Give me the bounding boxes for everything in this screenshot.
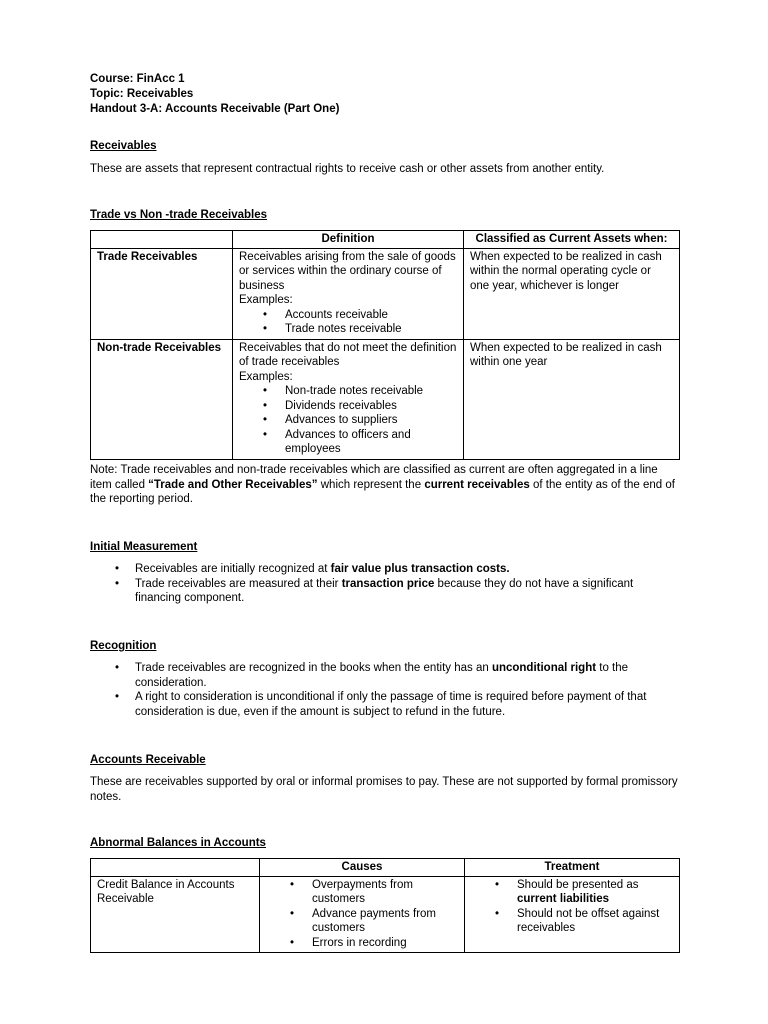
bullet-text: to the consideration.: [135, 662, 629, 689]
row-label-trade: Trade Receivables: [91, 248, 233, 339]
header-cell-causes: Causes: [260, 859, 465, 877]
table-header-row: [91, 231, 680, 249]
list-item: [517, 878, 673, 907]
note-text: of the entity as of the end of the reporting period.: [90, 478, 675, 505]
causes-cell: [260, 876, 465, 953]
definition-cell-nontrade: [233, 339, 464, 459]
list-item: • Overpayments from customers: [312, 878, 458, 907]
trade-vs-nontrade-heading: Trade vs Non -trade Receivables: [90, 209, 268, 221]
definition-text: Receivables that do not meet the definition of trade receivables: [239, 341, 457, 368]
receivables-definition: These are assets that represent contractual rights to receive cash or other assets from another entity.: [90, 163, 605, 175]
abnormal-balances-heading: Abnormal Balances in Accounts: [90, 837, 266, 849]
row-label-credit-balance: Credit Balance in Accounts Receivable: [91, 876, 260, 953]
list-item: • Should not be offset against receivables: [517, 907, 673, 936]
bold-term: transaction price: [341, 577, 435, 590]
topic-line: Topic: Receivables: [90, 88, 194, 100]
abnormal-balances-table: [90, 858, 680, 953]
list-item: • Advances to officers and employees: [285, 428, 457, 457]
treatment-cell: [465, 876, 680, 953]
row-label-nontrade: Non-trade Receivables: [91, 339, 233, 459]
table-header-row: [91, 859, 680, 877]
header-cell-blank: [91, 231, 233, 249]
list-item: [135, 661, 682, 690]
list-item: • Dividends receivables: [285, 399, 457, 414]
note-text: which represent the: [317, 478, 425, 491]
list-item: [135, 577, 682, 606]
definition-cell-trade: [233, 248, 464, 339]
trade-vs-nontrade-table: [90, 230, 680, 460]
classified-cell-trade: When expected to be realized in cash within the normal operating cycle or one year, whichever is longer: [464, 248, 680, 339]
initial-measurement-heading: Initial Measurement: [90, 541, 198, 553]
course-line: Course: FinAcc 1: [90, 73, 185, 85]
examples-label: Examples:: [239, 370, 293, 383]
list-item: • Accounts receivable: [285, 308, 457, 323]
table-row: [91, 339, 680, 459]
bullet-text: Receivables are initially recognized at: [135, 563, 331, 575]
treatment-list: [471, 878, 673, 936]
table-row: [91, 876, 680, 953]
causes-list: [266, 878, 458, 951]
definition-text: Receivables arising from the sale of goods or services within the ordinary course of business: [239, 250, 456, 292]
handout-header: [90, 72, 690, 117]
list-item: • A right to consideration is unconditional if only the passage of time is required before payment of that consideration is due, even if the amount is subject to refund in the future.: [135, 690, 682, 719]
table-row: [91, 248, 680, 339]
list-item: • Trade notes receivable: [285, 322, 457, 337]
list-item: • Non-trade notes receivable: [285, 384, 457, 399]
examples-list: [239, 384, 457, 457]
initial-measurement-list: [90, 562, 682, 606]
accounts-receivable-definition: These are receivables supported by oral or informal promises to pay. These are not supported by formal promissory notes.: [90, 776, 678, 803]
header-cell-classified: Classified as Current Assets when:: [464, 231, 680, 249]
list-item: [135, 562, 682, 577]
examples-label: Examples:: [239, 294, 293, 306]
list-item: • Errors in recording: [312, 936, 458, 951]
bold-term: fair value plus transaction costs.: [330, 563, 510, 575]
bullet-text: Should be presented as: [517, 878, 639, 891]
list-item: • Advance payments from customers: [312, 907, 458, 936]
bold-term: unconditional right: [491, 662, 597, 674]
note-bold-term: “Trade and Other Receivables”: [148, 478, 318, 491]
note-text: Note: Trade receivables and non-trade receivables which are classified as current are often aggregated in a line item called: [90, 464, 658, 491]
bullet-text: Trade receivables are measured at their: [135, 577, 342, 590]
receivables-heading: Receivables: [90, 140, 157, 152]
handout-line: Handout 3-A: Accounts Receivable (Part One): [90, 103, 340, 115]
classified-cell-nontrade: When expected to be realized in cash within one year: [464, 339, 680, 459]
list-item: • Advances to suppliers: [285, 413, 457, 428]
header-cell-treatment: Treatment: [465, 859, 680, 877]
note-bold-term: current receivables: [424, 478, 530, 491]
note-paragraph: [90, 463, 682, 507]
examples-list: [239, 308, 457, 337]
recognition-list: [90, 661, 682, 719]
recognition-heading: Recognition: [90, 640, 157, 652]
bullet-text: because they do not have a significant financing component.: [135, 577, 634, 604]
bullet-text: Trade receivables are recognized in the books when the entity has an: [135, 662, 492, 674]
bold-term: current liabilities: [517, 893, 610, 905]
header-cell-blank: [91, 859, 260, 877]
accounts-receivable-heading: Accounts Receivable: [90, 754, 206, 766]
header-cell-definition: Definition: [233, 231, 464, 249]
